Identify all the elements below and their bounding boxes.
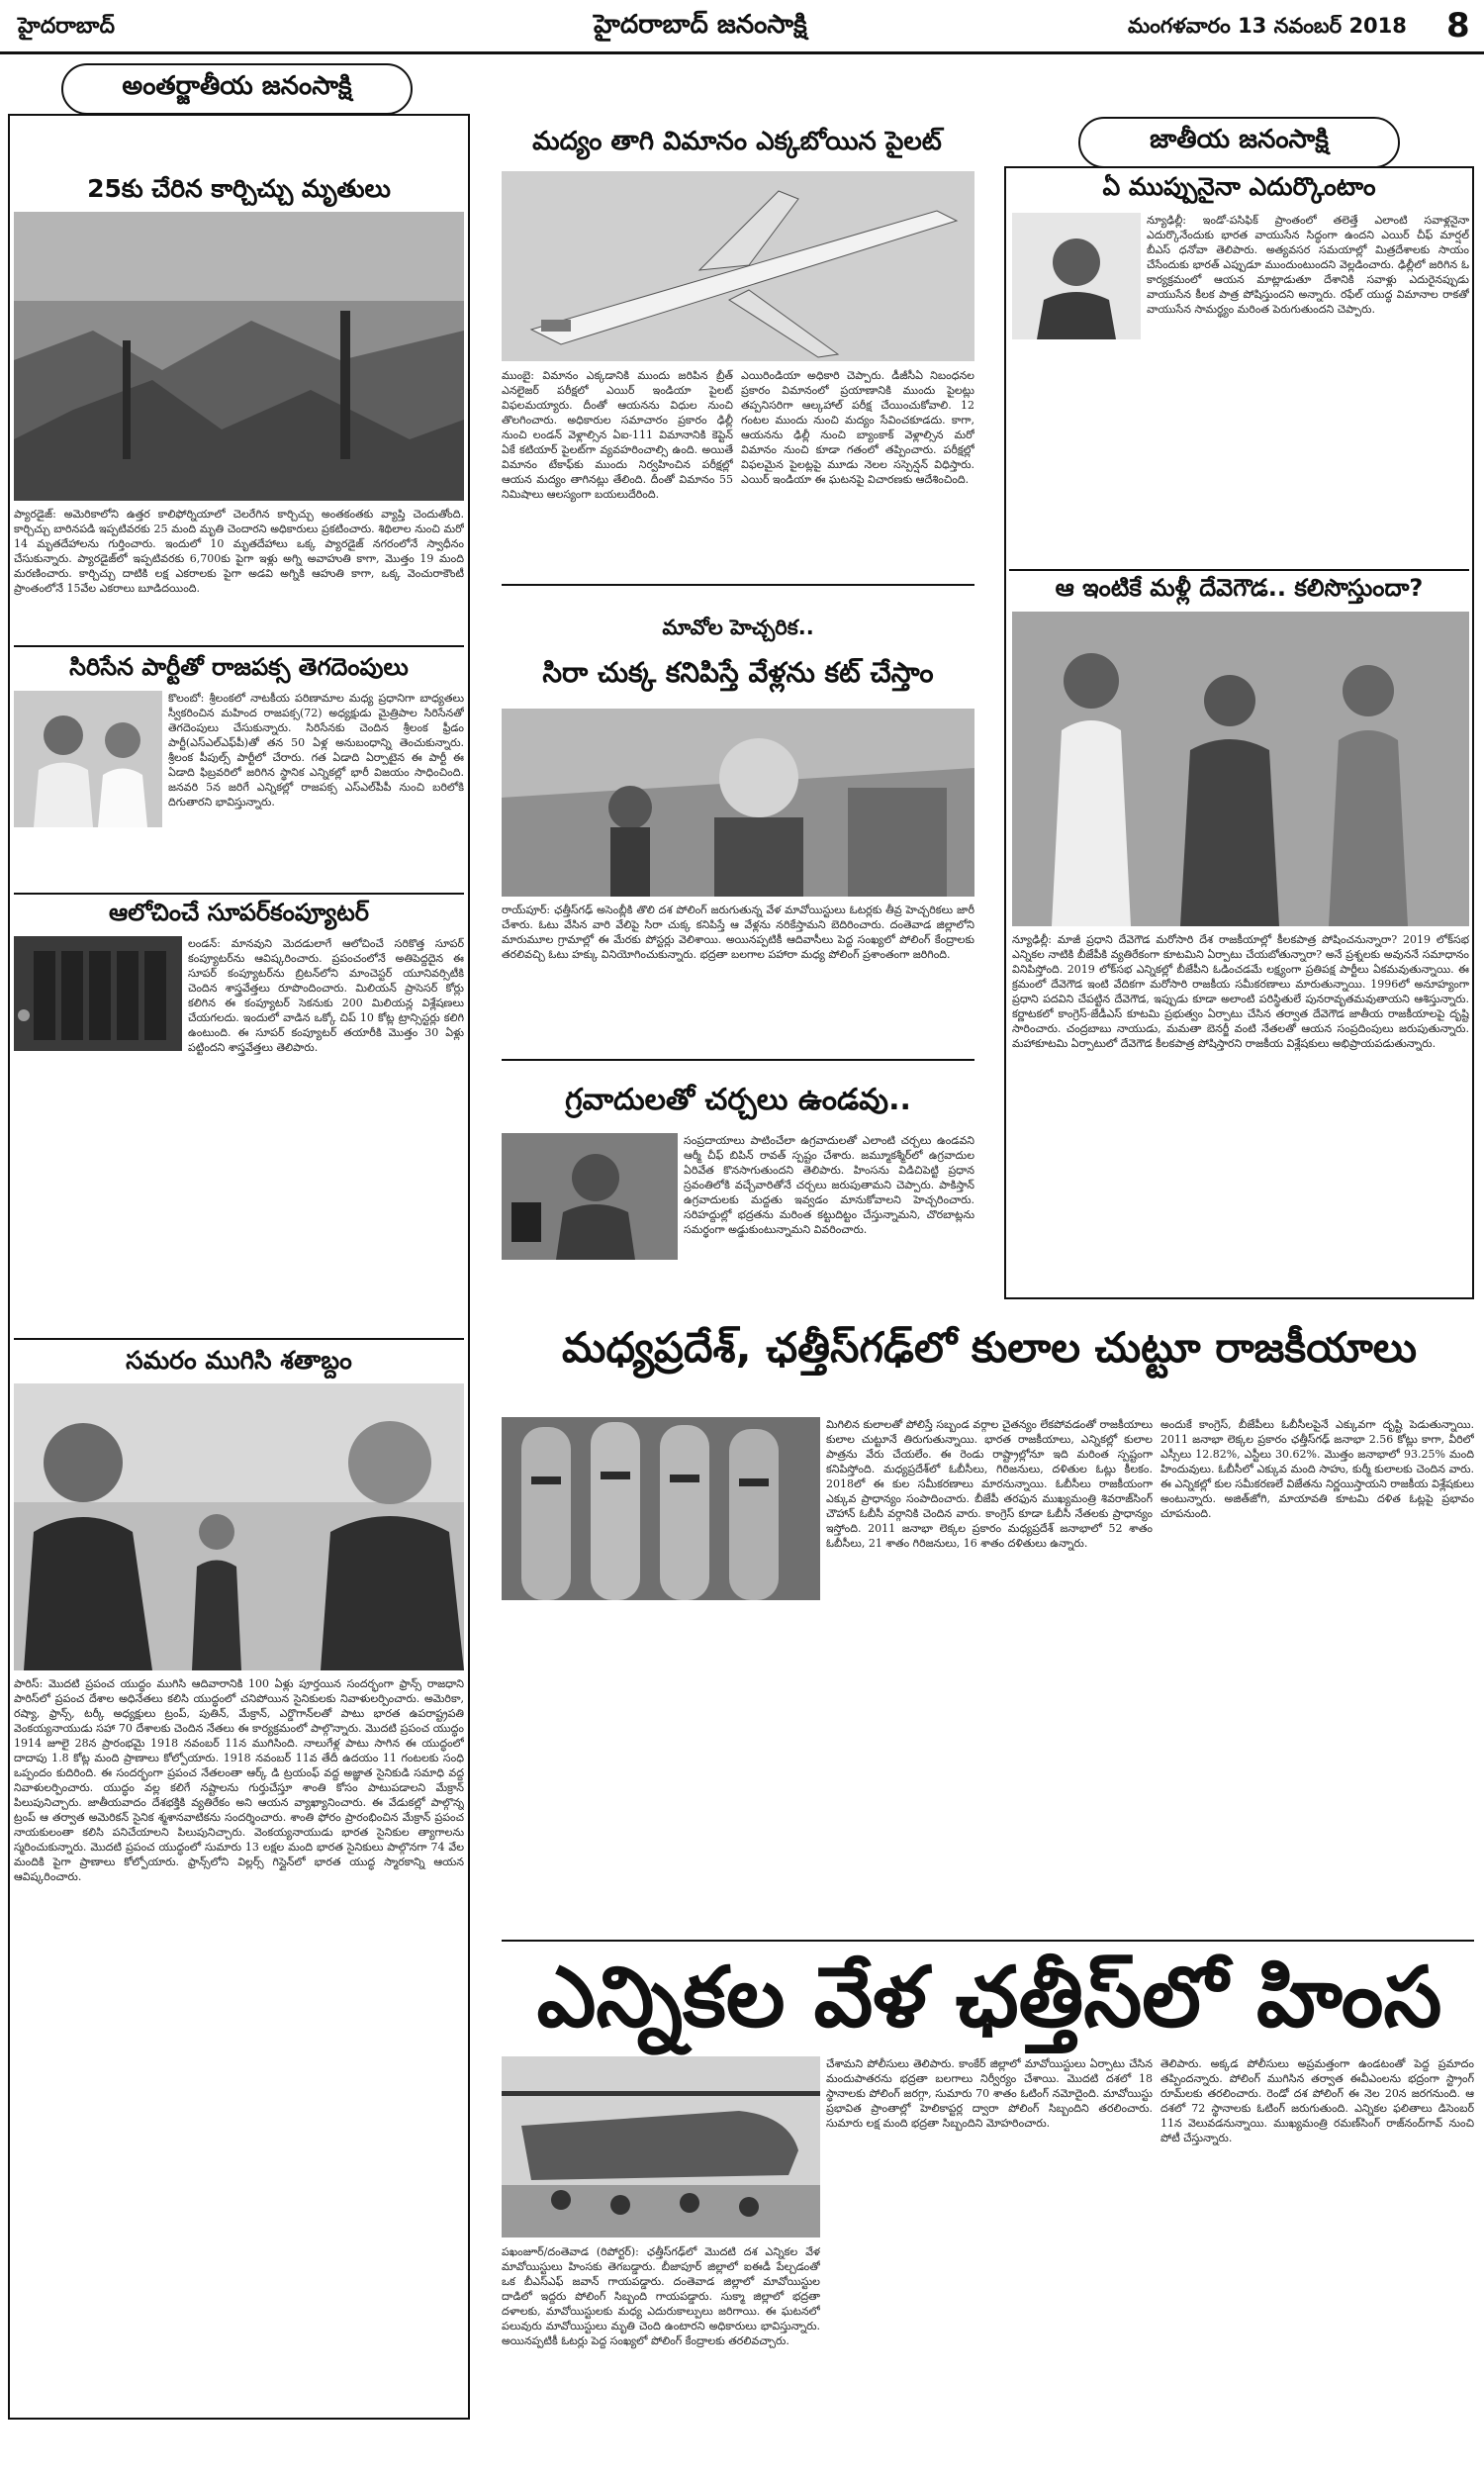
left-article-2-text: కొలంబో: శ్రీలంకలో నాటకీయ పరిణామాల మధ్య ప్రధానిగా బాధ్యతలు స్వీకరించిన మహింద రాజపక్స(72) అధ్యక్షుడు మైత్రిపాల సిరిసేనతో తెగదెంపులు చేసుకున్నారు. సిరిసేనకు చెందిన శ్రీలంక ఫ్రీడం పార్టీ(ఎస్‌ఎల్‌ఎఫ్‌పీ)తో తన 50 ఏళ్ల అనుబంధాన్ని తెంచుకున్నారు. శ్రీలంక పీపుల్స్‌ పార్టీలో చేరారు. గత ఏడాది ఏర్పాటైన ఈ పార్టీ ఈ ఏడాది ఫిబ్రవరిలో జరిగిన స్థానిక ఎన్నికల్లో భారీ విజయం సాధించింది. జనవరి 5న జరిగే ఎన్నికల్లో రాజపక్స ఎస్‌ఎల్‌పీపీ నుంచి బరిలోకి దిగుతారని భావిస్తున్నారు. bbox=[168, 692, 464, 809]
center-headline-3: గ్రవాదులతో చర్చలు ఉండవు.. bbox=[565, 1083, 911, 1117]
center-headline-2: సిరా చుక్క కనిపిస్తే వేళ్లను కట్‌ చేస్తాం bbox=[542, 656, 934, 689]
aircraft-photo bbox=[502, 171, 974, 361]
caste-text-a: మిగిలిన కులాలతో పోలిస్తే సబ్బండ వర్గాల చైతన్యం లేకపోవడంతో రాజకీయాలు కులాల చుట్టూనే తిరుగుతున్నాయి. భారత రాజకీయాలు, ఎన్నికల్లో కులాల పాత్రను వేరు చేయలేం. ఈ రెండు రాష్ట్రాల్లోనూ ఇది మరింత స్పష్టంగా కనిపిస్తోంది. మధ్యప్రదేశ్‌లో ఓబీసీలు, గిరిజనులు, దళితుల ఓట్లు కీలకం. 2018లో ఈ కుల సమీకరణాలు మారనున్నాయి. ఓబీసీలు రాజకీయంగా ఎక్కువ ప్రాధాన్యం సంపాదించారు. బీజేపీ తరఫున ముఖ్యమంత్రి శివరాజ్‌సింగ్‌ చౌహాన్‌ ఓబీసీ వర్గానికి చెందిన వారు. కాంగ్రెస్‌ కూడా ఓబీసీ నేతలకు ప్రాధాన్యం ఇస్తోంది. 2011 జనాభా లెక్కల ప్రకారం మధ్యప్రదేశ్‌ జనాభాలో 52 శాతం ఓబీసీలు, 21 శాతం గిరిజనులు, 16 శాతం దళితులు ఉన్నారు. bbox=[826, 1418, 1153, 1550]
right-headline-2: ఆ ఇంటికే మళ్లీ దేవెగౌడ.. కలిసొస్తుందా? bbox=[1055, 574, 1424, 602]
supercomputer-photo bbox=[14, 936, 182, 1051]
voters-illustration bbox=[502, 709, 974, 897]
center-headline-2-kicker: మావోల హెచ్చరిక.. bbox=[662, 616, 814, 639]
violence-text-a: పఖంజూర్‌/దంతెవాడ (రిపోర్టర్‌): ఛత్తీస్‌గఢ్‌లో మొదటి దశ ఎన్నికల వేళ మావోయిస్టులు హింసకు తెగబడ్డారు. బీజాపూర్‌ జిల్లాలో ఐఈడీ పేల్చడంతో ఒక బీఎస్‌ఎఫ్‌ జవాన్‌ గాయపడ్డారు. దంతెవాడ జిల్లాలో మావోయిస్టుల దాడిలో ఇద్దరు పోలింగ్‌ సిబ్బంది గాయపడ్డారు. సుక్మా జిల్లాలో భద్రతా దళాలకు, మావోయిస్టులకు మధ్య ఎదురుకాల్పులు జరిగాయి. ఈ ఘటనలో పలువురు మావోయిస్టులు మృతి చెంది ఉంటారని అధికారులు భావిస్తున్నారు. అయినప్పటికీ ఓటర్లు పెద్ద సంఖ్యలో పోలింగ్‌ కేంద్రాలకు తరలివచ్చారు. bbox=[502, 2245, 820, 2347]
center-article-2-text: రాయ్‌పూర్‌: ఛత్తీస్‌గఢ్‌ అసెంబ్లీకి తొలి దశ పోలింగ్‌ జరుగుతున్న వేళ మావోయిస్టులు ఓటర్లకు తీవ్ర హెచ్చరికలు జారీ చేశారు. ఓటు వేసిన వారి వేలిపై సిరా చుక్క కనిపిస్తే ఆ వేళ్లను నరికేస్తామని బెదిరించారు. దంతెవాడ జిల్లాలోని మారుమూల గ్రామాల్లో ఈ మేరకు పోస్టర్లు వెలిశాయి. అయినప్పటికీ ఆదివాసీలు పెద్ద సంఖ్యలో పోలింగ్‌ కేంద్రాలకు తరలివచ్చి ఓటు హక్కు వినియోగించుకున్నారు. భద్రతా బలగాల పహారా మధ్య పోలింగ్‌ ప్రశాంతంగా జరిగింది. bbox=[502, 904, 974, 961]
left-article-3-text: లండన్‌: మానవుని మెదడులాగే ఆలోచించే సరికొత్త సూపర్‌ కంప్యూటర్‌ను ఆవిష్కరించారు. ప్రపంచంలోనే అతిపెద్దదైన ఈ సూపర్‌ కంప్యూటర్‌ను బ్రిటన్‌లోని మాంచెస్టర్‌ యూనివర్సిటీకి చెందిన శాస్త్రవేత్తలు రూపొందించారు. మిలియన్‌ ప్రాసెసర్‌ కోర్లు కలిగిన ఈ కంప్యూటర్‌ సెకనుకు 200 మిలియన్ల విశ్లేషణలు చేయగలదు. ఇందులో వాడిన ఒక్కో చిప్‌ 10 కోట్ల ట్రాన్సిస్టర్లు కలిగి ఉంటుంది. ఈ సూపర్‌ కంప్యూటర్‌ తయారీకి మొత్తం 30 ఏళ్లు పట్టిందని శాస్త్రవేత్తలు తెలిపారు. bbox=[188, 937, 464, 1054]
left-headline-3: ఆలోచించే సూపర్‌కంప్యూటర్‌ bbox=[109, 899, 369, 926]
masthead-title: హైదరాబాద్ జనంసాక్షి bbox=[594, 10, 807, 40]
masthead-date: మంగళవారం 13 నవంబర్ 2018 bbox=[1128, 14, 1407, 38]
ink-fingers-photo bbox=[502, 1417, 820, 1600]
wildfire-photo bbox=[14, 212, 464, 501]
violence-text-b: చేశామని పోలీసులు తెలిపారు. కాంకేర్‌ జిల్లాలో మావోయిస్టులు ఏర్పాటు చేసిన మందుపాతరను భద్రతా బలగాలు నిర్వీర్యం చేశాయి. మొదటి దశలో 18 స్థానాలకు పోలింగ్‌ జరగ్గా, సుమారు 70 శాతం ఓటింగ్‌ నమోదైంది. మావోయిస్టు ప్రభావిత ప్రాంతాల్లో హెలికాప్టర్ల ద్వారా పోలింగ్‌ సిబ్బందిని తరలించారు. సుమారు లక్ష మంది భద్రతా సిబ్బందిని మోహరించారు. bbox=[826, 2057, 1153, 2130]
air-chief-photo bbox=[1012, 213, 1141, 339]
helicopter-photo bbox=[502, 2056, 820, 2237]
right-headline-1: ఏ ముప్పునైనా ఎదుర్కొంటాం bbox=[1102, 172, 1376, 201]
devegowda-illustration bbox=[1012, 612, 1469, 926]
ink-fingers-illustration bbox=[502, 1417, 820, 1600]
center-rule-1 bbox=[502, 584, 974, 586]
wildfire-illustration bbox=[14, 212, 464, 501]
center-article-1-text-b: ఎయిరిండియా అధికారి చెప్పారు. డీజీసీఏ నిబంధనల ప్రకారం విమానంలో ప్రయాణానికి ముందు పైలట్లు తప్పనిసరిగా ఆల్కహాల్‌ పరీక్ష చేయించుకోవాలి. 12 గంటల ముందు నుంచి మద్యం సేవించకూడదు. కాగా, ఆయనను ఢిల్లీ నుంచి బ్యాంకాక్‌ వెళ్లాల్సిన మరో విమానం నుంచి కూడా గతంలో తప్పించారు. పరీక్షల్లో విఫలమైన పైలట్లపై మూడు నెలల సస్పెన్షన్‌ విధిస్తారు. ఎయిర్‌ ఇండియా ఈ ఘటనపై విచారణకు ఆదేశించింది. bbox=[741, 369, 974, 486]
left-rule-1 bbox=[14, 645, 464, 647]
left-headline-2: సిరిసేన పార్టీతో రాజపక్స తెగదెంపులు bbox=[69, 653, 409, 681]
left-article-4-text: పారిస్‌: మొదటి ప్రపంచ యుద్ధం ముగిసి ఆదివారానికి 100 ఏళ్లు పూర్తయిన సందర్భంగా ఫ్రాన్స్‌ రాజధాని పారిస్‌లో ప్రపంచ దేశాల అధినేతలు కలిసి యుద్ధంలో చనిపోయిన సైనికులకు నివాళులర్పించారు. అమెరికా, రష్యా, ఫ్రాన్స్‌, టర్కీ అధ్యక్షులు ట్రంప్‌, పుతిన్‌, మేక్రాన్‌, ఎర్డొగాన్‌లతో పాటు భారత ఉపరాష్ట్రపతి వెంకయ్యనాయుడు సహా 70 దేశాలకు చెందిన నేతలు ఈ కార్యక్రమంలో పాల్గొన్నారు. మొదటి ప్రపంచ యుద్ధం 1914 జూలై 28న ప్రారంభమై 1918 నవంబర్‌ 11న ముగిసింది. నాలుగేళ్ల పాటు సాగిన ఈ యుద్ధంలో దాదాపు 1.8 కోట్ల మంది ప్రాణాలు కోల్పోయారు. 1918 నవంబర్‌ 11వ తేదీ ఉదయం 11 గంటలకు సంధి ఒప్పందం కుదిరింది. ఈ సందర్భంగా ప్రపంచ నేతలంతా ఆర్క్‌ డి ట్రయంఫ్‌ వద్ద అజ్ఞాత సైనికుడి సమాధి వద్ద నివాళులర్పించారు. యుద్ధం వల్ల కలిగే నష్టాలను గుర్తుచేస్తూ శాంతి కోసం పాటుపడాలని మేక్రాన్‌ పిలుపునిచ్చారు. జాతీయవాదం దేశభక్తికి వ్యతిరేకం అని ఆయన వ్యాఖ్యానించారు. ఈ వేడుకల్లో పాల్గొన్న ట్రంప్‌ ఆ తర్వాత అమెరికన్‌ సైనిక శ్మశానవాటికను సందర్శించారు. శాంతి ఫోరం ప్రారంభించిన మేక్రాన్‌ ప్రపంచ నాయకులంతా కలిసి పనిచేయాలని పిలుపునిచ్చారు. వెంకయ్యనాయుడు భారత సైనికుల త్యాగాలను స్మరించుకున్నారు. మొదటి ప్రపంచ యుద్ధంలో సుమారు 13 లక్షల మంది భారత సైనికులు పాల్గొనగా 74 వేల మందికి పైగా ప్రాణాలు కోల్పోయారు. ఫ్రాన్స్‌లోని విల్లర్స్‌ గిస్లైన్‌లో భారత యుద్ధ స్మారకాన్ని ఆయన ఆవిష్కరించారు. bbox=[14, 1677, 464, 1883]
right-rule-1 bbox=[1009, 569, 1469, 571]
supercomputer-illustration bbox=[14, 936, 182, 1051]
army-chief-illustration bbox=[502, 1133, 678, 1260]
section-international: అంతర్జాతీయ జనంసాక్షి bbox=[61, 63, 413, 115]
left-rule-3 bbox=[14, 1338, 464, 1340]
page-number: 8 bbox=[1446, 6, 1470, 46]
rajapaksa-illustration bbox=[14, 691, 162, 827]
world-leaders-photo bbox=[14, 1383, 464, 1670]
caste-text-b: అందుకే కాంగ్రెస్‌, బీజేపీలు ఓబీసీలపైనే ఎక్కువగా దృష్టి పెడుతున్నాయి. 2011 జనాభా లెక్కల ప్రకారం ఛత్తీస్‌గఢ్‌ జనాభా 2.56 కోట్లు కాగా, వీరిలో ఎస్సీలు 12.82%, ఎస్టీలు 30.62%. మొత్తం జనాభాలో 93.25% మంది హిందువులు. ఓబీసీలో ఎక్కువ మంది సాహు, కుర్మీ కులాలకు చెందిన వారు. ఈ ఎన్నికల్లో కుల సమీకరణలే విజేతను నిర్ణయిస్తాయని రాజకీయ విశ్లేషకులు అంటున్నారు. అజిత్‌జోగి, మాయావతి కూటమి దళిత ఓట్లపై ప్రభావం చూపనుంది. bbox=[1160, 1418, 1474, 1520]
rajapaksa-photo bbox=[14, 691, 162, 827]
helicopter-illustration bbox=[502, 2056, 820, 2237]
left-rule-2 bbox=[14, 893, 464, 895]
left-headline-1: 25కు చేరిన కార్చిచ్చు మృతులు bbox=[87, 174, 391, 203]
violence-text-c: తెలిపారు. అక్కడ పోలీసులు అప్రమత్తంగా ఉండటంతో పెద్ద ప్రమాదం తప్పిందన్నారు. పోలింగ్‌ ముగిసిన తర్వాత ఈవీఎంలను భద్రంగా స్ట్రాంగ్‌ రూమ్‌లకు తరలించారు. రెండో దశ పోలింగ్‌ ఈ నెల 20న జరగనుంది. ఆ దశలో 72 స్థానాలకు ఓటింగ్‌ జరుగుతుంది. ఎన్నికల ఫలితాలు డిసెంబర్‌ 11న వెలువడనున్నాయి. ముఖ్యమంత్రి రమణ్‌సింగ్‌ రాజ్‌నంద్‌గావ్‌ నుంచి పోటీ చేస్తున్నారు. bbox=[1160, 2057, 1474, 2144]
center-rule-2 bbox=[502, 1059, 974, 1061]
center-headline-1: మద్యం తాగి విమానం ఎక్కబోయిన పైలట్‌ bbox=[532, 127, 942, 156]
masthead-rule bbox=[0, 51, 1484, 54]
aircraft-illustration bbox=[502, 171, 974, 361]
voters-photo bbox=[502, 709, 974, 897]
violence-headline: ఎన్నికల వేళ ఛత్తీస్‌లో హింస bbox=[536, 1949, 1442, 2046]
center-article-3-text: సంప్రదాయాలు పాటించేలా ఉగ్రవాదులతో ఎలాంటి చర్చలు ఉండవని ఆర్మీ చీఫ్‌ బిపిన్‌ రావత్‌ స్పష్టం చేశారు. జమ్మూకశ్మీర్‌లో ఉగ్రవాదుల ఏరివేత కొనసాగుతుందని తెలిపారు. హింసను విడిచిపెట్టి ప్రధాన స్రవంతిలోకి వచ్చేవారితోనే చర్చలు జరుపుతామని చెప్పారు. పాకిస్తాన్‌ ఉగ్రవాదులకు మద్దతు ఇవ్వడం మానుకోవాలని హెచ్చరించారు. సరిహద్దుల్లో భద్రతను మరింత కట్టుదిట్టం చేస్తున్నామని, చొరబాట్లను సమర్థంగా అడ్డుకుంటున్నామని వివరించారు. bbox=[684, 1134, 974, 1236]
right-article-2-text: న్యూఢిల్లీ: మాజీ ప్రధాని దేవెగౌడ మరోసారి దేశ రాజకీయాల్లో కీలకపాత్ర పోషించనున్నారా? 2019 లోక్‌సభ ఎన్నికల నాటికి బీజేపీకి వ్యతిరేకంగా కూటమిని ఏర్పాటు చేయబోతున్నారా? అనే ప్రశ్నలకు అవుననే సమాధానం వినిపిస్తోంది. 2019 లోక్‌సభ ఎన్నికల్లో బీజేపీని ఓడించడమే లక్ష్యంగా ప్రతిపక్ష పార్టీలు ఏకమవుతున్నాయి. ఈ క్రమంలో దేవెగౌడ ఇంటి వేదికగా మరోసారి రాజకీయ సమీకరణాలు మారుతున్నాయి. 1996లో అనూహ్యంగా ప్రధాని పదవిని చేపట్టిన దేవెగౌడ, ఇప్పుడు కూడా అలాంటి పరిస్థితులే పునరావృతమవుతాయని ఆశిస్తున్నారు. కర్ణాటకలో కాంగ్రెస్‌-జేడీఎస్‌ కూటమి ప్రభుత్వం ఏర్పాటు చేసిన తర్వాత దేవెగౌడ జాతీయ రాజకీయాలపై దృష్టి సారించారు. చంద్రబాబు నాయుడు, మమతా బెనర్జీ వంటి నేతలతో ఆయన సంప్రదింపులు జరుపుతున్నారు. మహాకూటమి ఏర్పాటులో దేవెగౌడ కీలకపాత్ర పోషిస్తారని రాజకీయ విశ్లేషకులు అభిప్రాయపడుతున్నారు. bbox=[1012, 933, 1469, 1050]
caste-headline: మధ్యప్రదేశ్‌, ఛత్తీస్‌గఢ్‌లో కులాల చుట్టూ రాజకీయాలు bbox=[561, 1323, 1418, 1372]
masthead-city: హైదరాబాద్ bbox=[18, 14, 115, 39]
devegowda-photo bbox=[1012, 612, 1469, 926]
center-article-1-text-a: ముంబై: విమానం ఎక్కడానికి ముందు జరిపిన బ్రీత్‌ ఎనలైజర్‌ పరీక్షలో ఎయిర్‌ ఇండియా పైలట్‌ విఫలమయ్యారు. దీంతో ఆయనను విధుల నుంచి తొలగించారు. అధికారుల సమాచారం ప్రకారం ఢిల్లీ నుంచి లండన్‌ వెళ్లాల్సిన ఏఐ-111 విమానానికి కెప్టెన్‌ ఏకే కటియార్‌ పైలట్‌గా వ్యవహరించాల్సి ఉంది. అయితే విమానం టేకాఫ్‌కు ముందు నిర్వహించిన పరీక్షల్లో ఆయన మద్యం తాగినట్లు తేలింది. దీంతో విమానం 55 నిమిషాలు ఆలస్యంగా బయలుదేరింది. bbox=[502, 369, 733, 501]
army-chief-photo bbox=[502, 1133, 678, 1260]
world-leaders-illustration bbox=[14, 1383, 464, 1670]
air-chief-illustration bbox=[1012, 213, 1141, 339]
left-article-1-text: ప్యారడైజ్‌: అమెరికాలోని ఉత్తర కాలిఫోర్నియాలో చెలరేగిన కార్చిచ్చు అంతకంతకు వ్యాప్తి చెందుతోంది. కార్చిచ్చు బారినపడి ఇప్పటివరకు 25 మంది మృతి చెందారని అధికారులు ప్రకటించారు. శిథిలాల నుంచి మరో 14 మృతదేహాలను గుర్తించారు. ఇందులో 10 మృతదేహాలు ఒక్క ప్యారడైజ్‌ నగరంలోనే స్వాధీనం చేసుకున్నారు. ప్యారడైజ్‌లో ఇప్పటివరకు 6,700కు పైగా ఇళ్లు అగ్ని అవాహుతి కాగా, మొత్తం 19 మంది మరణించారు. కార్చిచ్చు దాటికి లక్ష ఎకరాలకు పైగా అడవి అగ్నికి ఆహుతి కాగా, ఒక్క వెంచురాకౌంటీ ప్రాంతంలోనే 15వేల ఎకరాలు బూడిదయింది. bbox=[14, 508, 464, 595]
center-rule-3 bbox=[502, 1940, 1474, 1942]
right-article-1-text: న్యూఢిల్లీ: ఇండో-పసిఫిక్‌ ప్రాంతంలో తలెత్తే ఎలాంటి సవాళ్లనైనా ఎదుర్కొనేందుకు భారత వాయుసేన సిద్ధంగా ఉందని ఎయిర్‌ చీఫ్‌ మార్షల్‌ బీఎస్‌ ధనోవా తెలిపారు. అత్యవసర సమయాల్లో మిత్రదేశాలకు సాయం చేసేందుకు భారత్‌ ఎప్పుడూ ముందుంటుందని వెల్లడించారు. ఢిల్లీలో జరిగిన ఓ కార్యక్రమంలో ఆయన మాట్లాడుతూ దేశానికి సవాళ్లు ఎదురైనప్పుడు వాయుసేన కీలక పాత్ర పోషిస్తుందని అన్నారు. రఫేల్‌ యుద్ధ విమానాల రాకతో వాయుసేన సామర్థ్యం మరింత పెరుగుతుందని చెప్పారు. bbox=[1147, 214, 1469, 316]
left-headline-4: సమరం ముగిసి శతాబ్దం bbox=[126, 1346, 352, 1375]
section-national: జాతీయ జనంసాక్షి bbox=[1078, 117, 1400, 168]
